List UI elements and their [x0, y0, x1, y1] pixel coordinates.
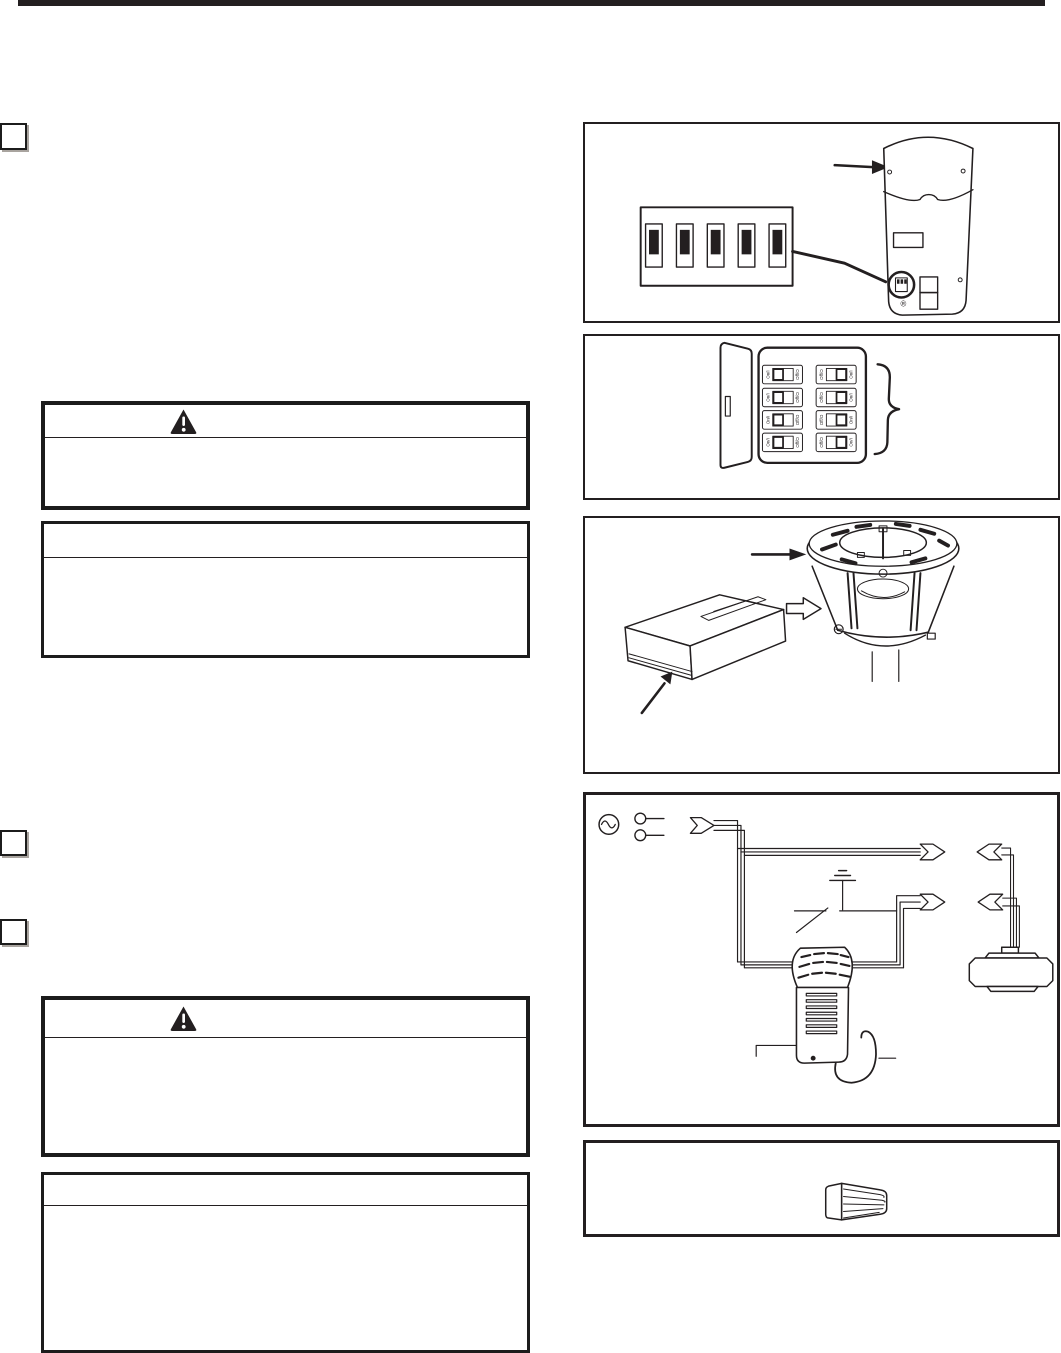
- dip-switch-detail: [641, 207, 793, 285]
- wiring-diagram-illustration: [586, 795, 1057, 1124]
- ground-symbol: [830, 871, 856, 910]
- wire-runs: [714, 821, 920, 968]
- warning-triangle-icon: [169, 408, 198, 435]
- wire-nut-illustration: [586, 1143, 1057, 1234]
- insert-direction-arrow: [787, 598, 821, 620]
- svg-text:On/I: On/I: [848, 370, 854, 379]
- warning-box-1-header: [45, 405, 526, 438]
- curly-brace: [875, 364, 899, 454]
- svg-text:Off/O: Off/O: [819, 414, 825, 426]
- fan-lead-wires: [1002, 848, 1020, 947]
- receiver-module: [625, 595, 785, 680]
- canopy: [807, 521, 959, 681]
- breaker-row-2-left: [762, 388, 802, 407]
- panel-door: [720, 343, 751, 468]
- figure-wire-nut: [583, 1140, 1060, 1237]
- figure-receiver-canopy: [583, 516, 1060, 774]
- breaker-row-2-right: [816, 388, 856, 407]
- receiver-canopy-illustration: [585, 518, 1058, 772]
- wire-connector-supply: [690, 818, 714, 834]
- canopy-pointer-arrow: [752, 549, 806, 561]
- warning-box-2-header: [45, 1000, 526, 1038]
- ac-source-symbol: [599, 815, 619, 835]
- step-marker-1: [0, 123, 27, 150]
- svg-text:On/I: On/I: [765, 370, 771, 379]
- breaker-row-1-left: [762, 365, 802, 384]
- note-box-2: [41, 1172, 530, 1353]
- svg-text:On/I: On/I: [848, 393, 854, 402]
- svg-text:Off/O: Off/O: [819, 392, 825, 403]
- wire-connector-pairs: [920, 844, 1002, 910]
- breaker-panel-illustration: [585, 336, 1058, 498]
- breaker-row-3-left: [762, 411, 802, 430]
- pointer-arrow: [835, 160, 889, 174]
- svg-text:On/I: On/I: [848, 438, 854, 447]
- figure-breaker-panel: [583, 334, 1060, 500]
- warning-triangle-icon: [169, 1005, 198, 1032]
- svg-text:On/I: On/I: [765, 438, 771, 447]
- note-box-1: [41, 521, 530, 658]
- svg-text:On/I: On/I: [765, 415, 771, 425]
- breaker-row-4-left: [762, 433, 802, 452]
- svg-text:Off/O: Off/O: [795, 392, 801, 403]
- note-box-1-header: [44, 524, 527, 558]
- warning-box-1: [41, 401, 530, 510]
- svg-text:Off/O: Off/O: [795, 369, 801, 380]
- supply-terminals: [635, 813, 664, 840]
- svg-text:Off/O: Off/O: [819, 369, 825, 380]
- registered-mark: ®: [900, 299, 907, 309]
- figure-wiring-diagram: [583, 792, 1060, 1127]
- note-box-2-header: [44, 1175, 527, 1206]
- svg-text:Off/O: Off/O: [795, 437, 801, 448]
- breaker-row-3-right: [816, 411, 856, 430]
- breaker-row-4-right: [816, 433, 856, 452]
- svg-text:Off/O: Off/O: [795, 414, 801, 426]
- remote-body: [884, 137, 973, 315]
- step-marker-2: [0, 830, 27, 856]
- warning-box-2: [41, 996, 530, 1157]
- callout-line: [793, 251, 886, 281]
- svg-text:Off/O: Off/O: [819, 437, 825, 448]
- remote-dip-switch-illustration: [585, 124, 1058, 321]
- fan-motor: [969, 947, 1052, 991]
- wire-nut: [826, 1183, 887, 1220]
- svg-text:On/I: On/I: [848, 415, 854, 425]
- top-rule-bar: [18, 0, 1045, 6]
- figure-remote-dip-switch: [583, 122, 1060, 323]
- svg-text:On/I: On/I: [765, 393, 771, 402]
- switch-symbol: [794, 908, 896, 933]
- breaker-row-1-right: [816, 365, 856, 384]
- receiver-pointer-arrow: [642, 672, 673, 713]
- step-marker-3: [0, 919, 27, 945]
